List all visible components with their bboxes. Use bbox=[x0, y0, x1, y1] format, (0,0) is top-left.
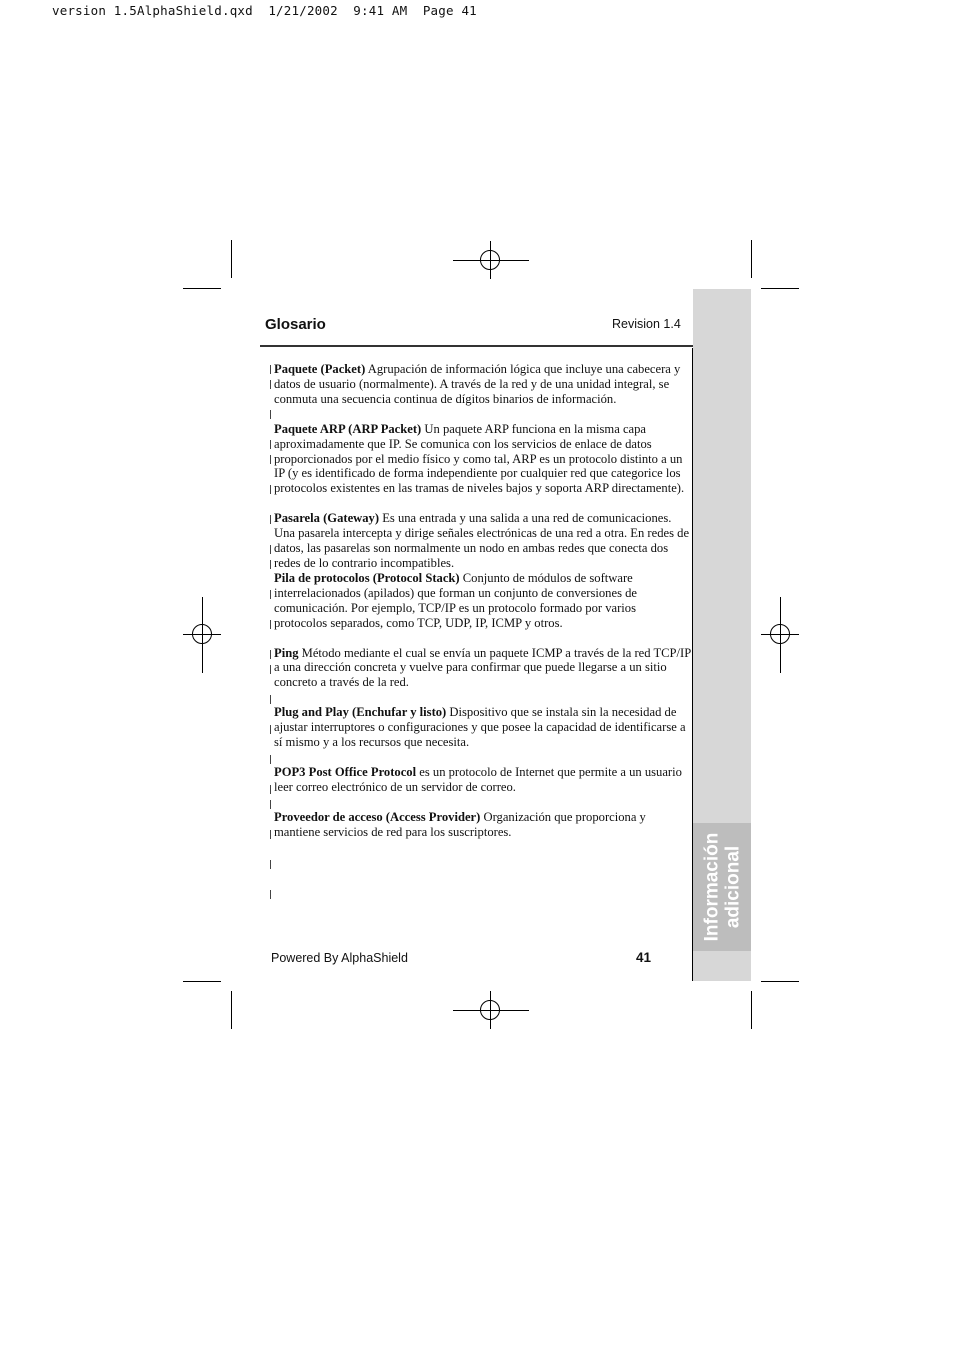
glossary-entry bbox=[274, 571, 692, 631]
entry-definition: Conjunto de módulos de software interrelacionados (apilados) que forman un conjunto de conversiones de comunicación. Por ejemplo, TCP/IP es un protocolo formado por varios protocolos separados, como TCP, UDP, IP, ICMP y otros. bbox=[274, 570, 637, 630]
page-title: Glosario bbox=[265, 316, 326, 333]
entry-term: Plug and Play (Enchufar y listo) bbox=[274, 705, 447, 720]
side-tab-line2: adicional bbox=[722, 845, 744, 929]
entry-definition: es un protocolo de Internet que permite a un usuario leer correo electrónico de un servidor de correo. bbox=[274, 764, 682, 794]
entry-term: Paquete ARP (ARP Packet) bbox=[274, 421, 422, 436]
entry-definition: Método mediante el cual se envía un paquete ICMP a través de la red TCP/IP a una dirección concreta y vuelve para confirmar que puede llegarse a un sitio concreto a través de la red. bbox=[274, 645, 691, 690]
glossary-entry bbox=[274, 765, 692, 795]
side-tab-label bbox=[693, 823, 751, 951]
entry-term: Paquete (Packet) bbox=[274, 362, 366, 376]
header-divider bbox=[260, 345, 693, 347]
footer-powered-by: Powered By AlphaShield bbox=[271, 951, 408, 965]
glossary-entry bbox=[274, 511, 692, 571]
right-divider bbox=[692, 348, 693, 981]
entry-definition: Un paquete ARP funciona en la misma capa aproximadamente que IP. Se comunica con los servicios de enlace de datos proporcionados por el medio físico y como tal, ARP es un protocolo distinto a un IP (y es identificado de forma independiente por cualquier red que categorice los protocolos existentes en las tramas de niveles bajos y soporta ARP directamente). bbox=[274, 421, 685, 496]
glossary-entry bbox=[274, 362, 692, 407]
page-number: 41 bbox=[636, 950, 652, 965]
left-margin-ticks bbox=[270, 360, 273, 910]
glossary-entry bbox=[274, 646, 692, 691]
entry-term: Pasarela (Gateway) bbox=[274, 511, 380, 526]
entry-definition: Es una entrada y una salida a una red de comunicaciones. Una pasarela intercepta y dirige señales electrónicas de una red a otra. En redes de datos, las pasarelas son normalmente un nodo en ambas redes que conecta dos redes de lo contrario incompatibles. bbox=[274, 511, 690, 570]
side-tab-line1: Información bbox=[701, 832, 723, 942]
entry-term: Ping bbox=[274, 645, 299, 660]
entry-definition: Agrupación de información lógica que incluye una cabecera y datos de usuario (normalmente). A través de la red y de una unidad integral, se conmuta una secuencia continua de dígitos binarios de información. bbox=[274, 362, 681, 406]
entry-definition: Organización que proporciona y mantiene servicios de red para los suscriptores. bbox=[274, 809, 646, 839]
entry-term: Proveedor de acceso (Access Provider) bbox=[274, 809, 481, 824]
glossary-entry bbox=[274, 705, 692, 750]
glossary-entries bbox=[274, 362, 692, 840]
glossary-entry bbox=[274, 810, 692, 840]
glossary-entry bbox=[274, 422, 692, 497]
entry-term: Pila de protocolos (Protocol Stack) bbox=[274, 570, 460, 585]
revision-label: Revision 1.4 bbox=[612, 317, 681, 331]
entry-term: POP3 Post Office Protocol bbox=[274, 764, 417, 779]
slug-line: version 1.5AlphaShield.qxd 1/21/2002 9:41 AM Page 41 bbox=[52, 3, 477, 18]
entry-definition: Dispositivo que se instala sin la necesidad de ajustar interruptores o configuraciones y que posee la capacidad de identificarse a sí mismo y a los recursos que necesita. bbox=[274, 705, 686, 750]
